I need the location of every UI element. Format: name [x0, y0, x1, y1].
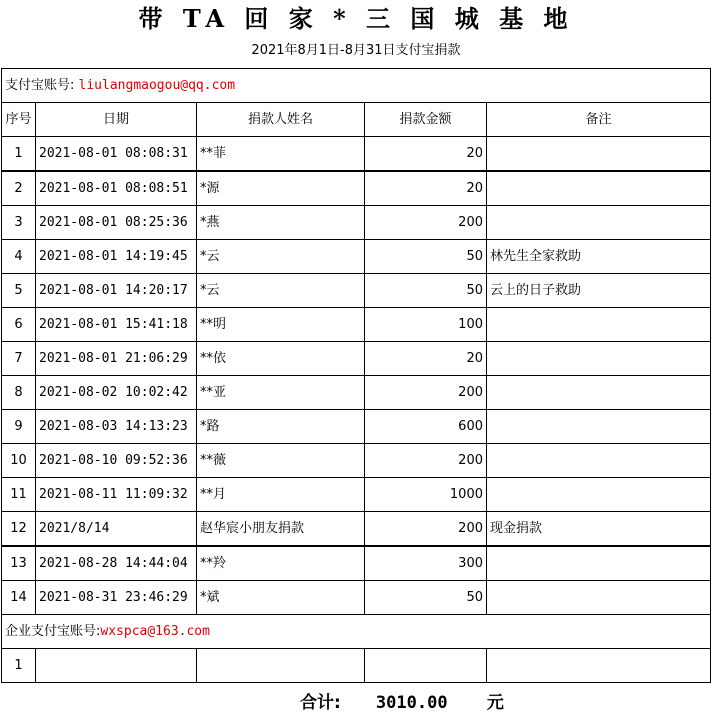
row-name: **薇 — [197, 444, 365, 478]
row-date: 2021-08-02 10:02:42 — [36, 376, 197, 410]
table-row — [2, 171, 711, 206]
table-row — [2, 308, 711, 342]
alipay-account-row — [2, 69, 711, 103]
row-amount: 50 — [365, 240, 487, 274]
row-note — [487, 581, 711, 615]
row-amount: 200 — [365, 376, 487, 410]
table-row — [2, 478, 711, 512]
alipay-account-email: liulangmaogou@qq.com — [78, 77, 236, 93]
donation-table — [1, 68, 711, 683]
row-note — [487, 376, 711, 410]
total-label: 合计: — [300, 693, 341, 713]
row-date: 2021-08-01 15:41:18 — [36, 308, 197, 342]
row-note — [487, 444, 711, 478]
table-header-row — [2, 103, 711, 137]
row-note — [487, 206, 711, 240]
row-idx: 1 — [2, 137, 36, 172]
row-name: *云 — [197, 274, 365, 308]
row-note: 现金捐款 — [487, 512, 711, 547]
row-name: *路 — [197, 410, 365, 444]
row-name: **月 — [197, 478, 365, 512]
row-date: 2021-08-01 21:06:29 — [36, 342, 197, 376]
total-value: 3010.00 — [375, 693, 448, 713]
row-name: **菲 — [197, 137, 365, 172]
row-amount — [365, 649, 487, 683]
row-idx: 2 — [2, 171, 36, 206]
row-name: *燕 — [197, 206, 365, 240]
row-name: **亚 — [197, 376, 365, 410]
table-row — [2, 649, 711, 683]
row-note — [487, 410, 711, 444]
corp-account-row — [2, 615, 711, 649]
row-amount: 200 — [365, 206, 487, 240]
table-row — [2, 137, 711, 172]
row-idx: 9 — [2, 410, 36, 444]
row-amount: 50 — [365, 274, 487, 308]
row-amount: 20 — [365, 342, 487, 376]
row-date: 2021-08-01 14:19:45 — [36, 240, 197, 274]
table-row — [2, 274, 711, 308]
row-idx: 3 — [2, 206, 36, 240]
table-row — [2, 512, 711, 547]
header-amount: 捐款金额 — [365, 103, 487, 137]
row-idx: 7 — [2, 342, 36, 376]
row-name: **羚 — [197, 546, 365, 581]
row-idx: 11 — [2, 478, 36, 512]
row-note — [487, 137, 711, 172]
row-note — [487, 478, 711, 512]
alipay-account-label: 支付宝账号: — [5, 77, 75, 93]
page-title: 带 TA 回 家 * 三 国 城 基 地 — [138, 4, 574, 33]
table-row — [2, 546, 711, 581]
row-date: 2021-08-01 14:20:17 — [36, 274, 197, 308]
corp-account-email: wxspca@163.com — [100, 623, 210, 639]
row-date — [36, 649, 197, 683]
row-date: 2021-08-01 08:08:31 — [36, 137, 197, 172]
row-note: 林先生全家救助 — [487, 240, 711, 274]
header-name: 捐款人姓名 — [197, 103, 365, 137]
row-idx: 4 — [2, 240, 36, 274]
row-name: *源 — [197, 171, 365, 206]
row-idx: 14 — [2, 581, 36, 615]
row-note — [487, 649, 711, 683]
row-note — [487, 546, 711, 581]
table-row — [2, 410, 711, 444]
row-idx: 6 — [2, 308, 36, 342]
table-row — [2, 376, 711, 410]
table-row — [2, 444, 711, 478]
row-name — [197, 649, 365, 683]
row-note — [487, 342, 711, 376]
row-date: 2021-08-31 23:46:29 — [36, 581, 197, 615]
table-row — [2, 206, 711, 240]
row-date: 2021-08-28 14:44:04 — [36, 546, 197, 581]
row-date: 2021-08-01 08:08:51 — [36, 171, 197, 206]
row-name: *斌 — [197, 581, 365, 615]
row-amount: 20 — [365, 137, 487, 172]
row-date: 2021-08-10 09:52:36 — [36, 444, 197, 478]
total-line — [300, 692, 504, 714]
corp-account-cell — [2, 615, 711, 649]
row-amount: 200 — [365, 444, 487, 478]
corp-account-label: 企业支付宝账号: — [5, 623, 101, 639]
row-date: 2021-08-03 14:13:23 — [36, 410, 197, 444]
row-amount: 600 — [365, 410, 487, 444]
row-idx: 10 — [2, 444, 36, 478]
row-name: **明 — [197, 308, 365, 342]
row-note — [487, 308, 711, 342]
total-unit: 元 — [486, 693, 504, 713]
row-idx: 13 — [2, 546, 36, 581]
row-amount: 300 — [365, 546, 487, 581]
alipay-account-cell — [2, 69, 711, 103]
row-amount: 100 — [365, 308, 487, 342]
row-amount: 50 — [365, 581, 487, 615]
row-idx: 8 — [2, 376, 36, 410]
row-idx: 5 — [2, 274, 36, 308]
row-date: 2021-08-01 08:25:36 — [36, 206, 197, 240]
header-date: 日期 — [36, 103, 197, 137]
row-note: 云上的日子救助 — [487, 274, 711, 308]
page-subtitle: 2021年8月1日-8月31日支付宝捐款 — [251, 43, 461, 58]
table-row — [2, 581, 711, 615]
row-date: 2021-08-11 11:09:32 — [36, 478, 197, 512]
row-amount: 20 — [365, 171, 487, 206]
row-amount: 1000 — [365, 478, 487, 512]
table-row — [2, 342, 711, 376]
row-name: *云 — [197, 240, 365, 274]
row-idx: 1 — [2, 649, 36, 683]
header-idx: 序号 — [2, 103, 36, 137]
row-name: 赵华宸小朋友捐款 — [197, 512, 365, 547]
header-note: 备注 — [487, 103, 711, 137]
row-date: 2021/8/14 — [36, 512, 197, 547]
row-name: **依 — [197, 342, 365, 376]
row-amount: 200 — [365, 512, 487, 547]
table-row — [2, 240, 711, 274]
row-note — [487, 171, 711, 206]
row-idx: 12 — [2, 512, 36, 547]
